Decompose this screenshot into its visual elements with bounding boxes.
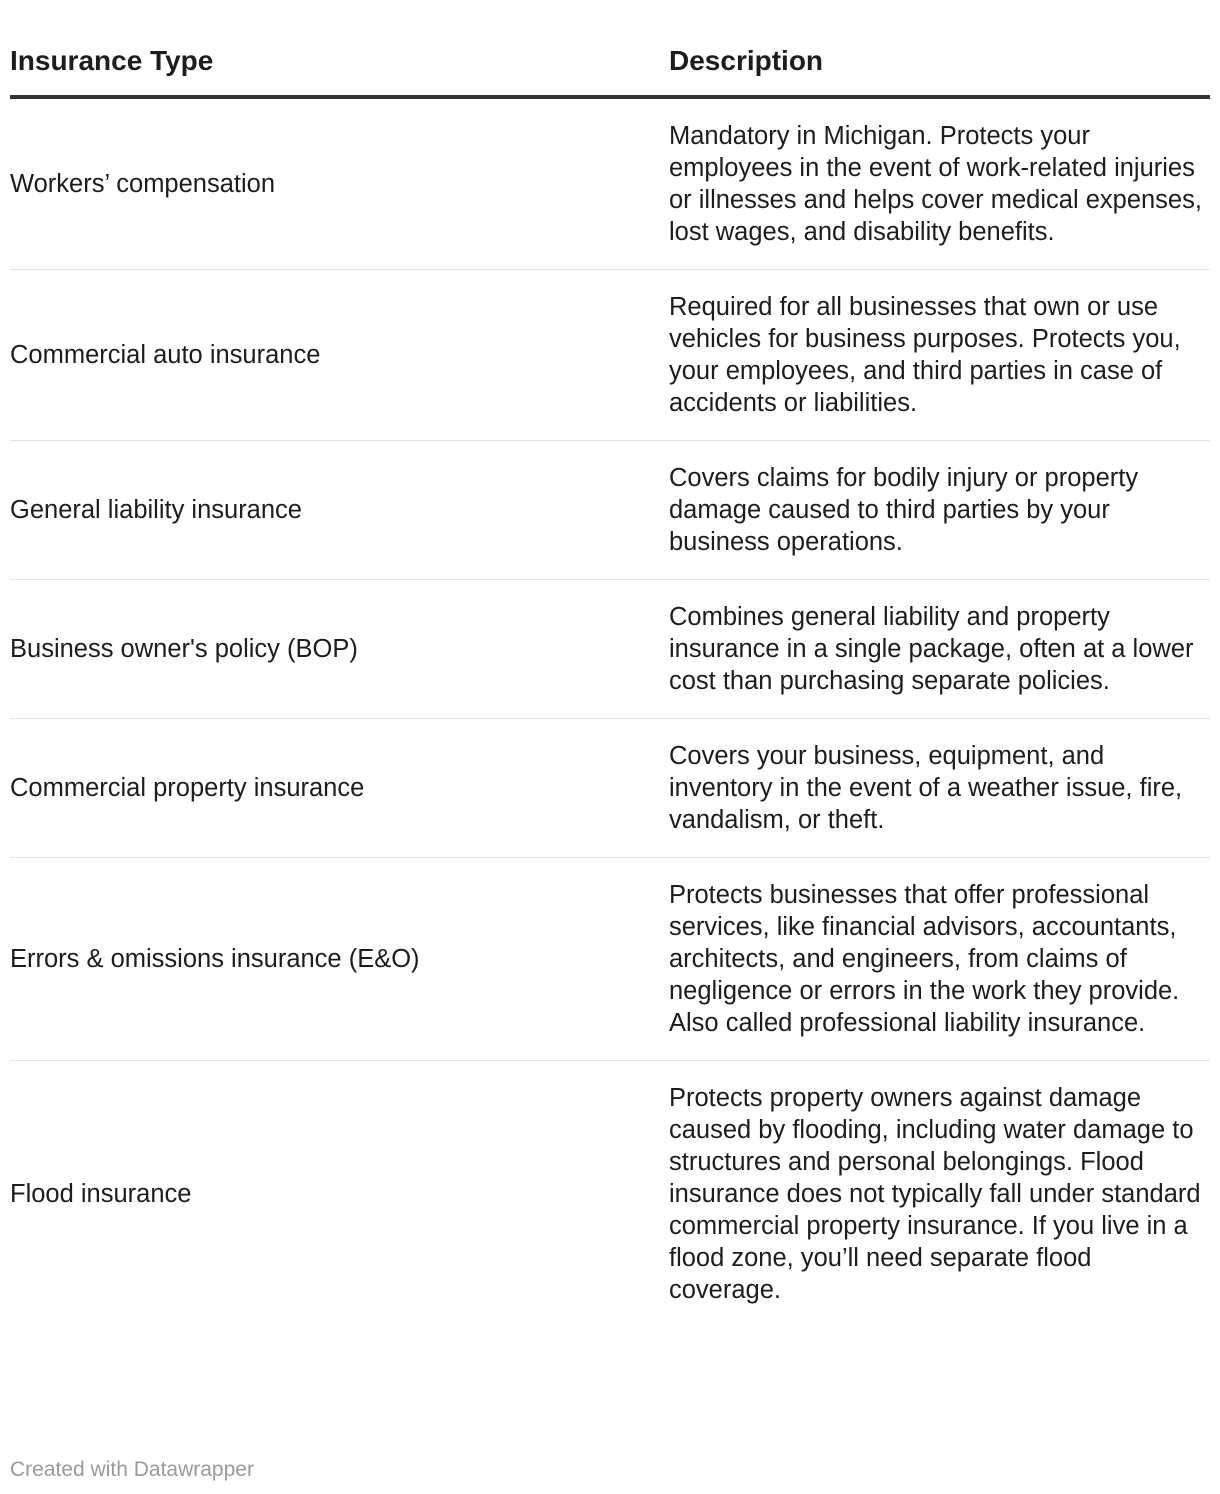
description-cell: Covers claims for bodily injury or property damage caused to third parties by your business operations. [669,441,1210,580]
column-header-insurance-type[interactable]: Insurance Type [10,30,669,97]
table-row [10,97,1210,270]
datawrapper-credit-link[interactable]: Created with Datawrapper [10,1458,254,1481]
insurance-type-cell: Business owner's policy (BOP) [10,580,669,719]
description-cell: Covers your business, equipment, and inventory in the event of a weather issue, fire, vandalism, or theft. [669,719,1210,858]
insurance-type-cell: Errors & omissions insurance (E&O) [10,858,669,1061]
insurance-table [10,30,1210,1327]
description-cell: Protects businesses that offer professional services, like financial advisors, accountants, architects, and engineers, from claims of negligence or errors in the work they provide. Also called professional liability insurance. [669,858,1210,1061]
description-cell: Mandatory in Michigan. Protects your employees in the event of work-related injuries or illnesses and helps cover medical expenses, lost wages, and disability benefits. [669,97,1210,270]
table-header-row [10,30,1210,97]
description-cell: Protects property owners against damage caused by flooding, including water damage to structures and personal belongings. Flood insurance does not typically fall under standard commercial property insurance. If you live in a flood zone, you’ll need separate flood coverage. [669,1084,1201,1304]
insurance-table-container [10,30,1210,1327]
table-row [10,719,1210,858]
table-row [10,580,1210,719]
column-header-description[interactable]: Description [669,30,1210,97]
table-row [10,1061,1210,1328]
insurance-type-cell: General liability insurance [10,441,669,580]
insurance-type-cell: Workers’ compensation [10,97,669,270]
table-row [10,858,1210,1061]
table-row [10,270,1210,441]
description-cell: Combines general liability and property insurance in a single package, often at a lower cost than purchasing separate policies. [669,580,1210,719]
description-cell: Required for all businesses that own or use vehicles for business purposes. Protects you, your employees, and third parties in case of accidents or liabilities. [669,270,1210,441]
insurance-type-cell: Commercial property insurance [10,719,669,858]
insurance-type-cell: Flood insurance [10,1180,192,1208]
table-row [10,441,1210,580]
insurance-type-cell: Commercial auto insurance [10,270,669,441]
